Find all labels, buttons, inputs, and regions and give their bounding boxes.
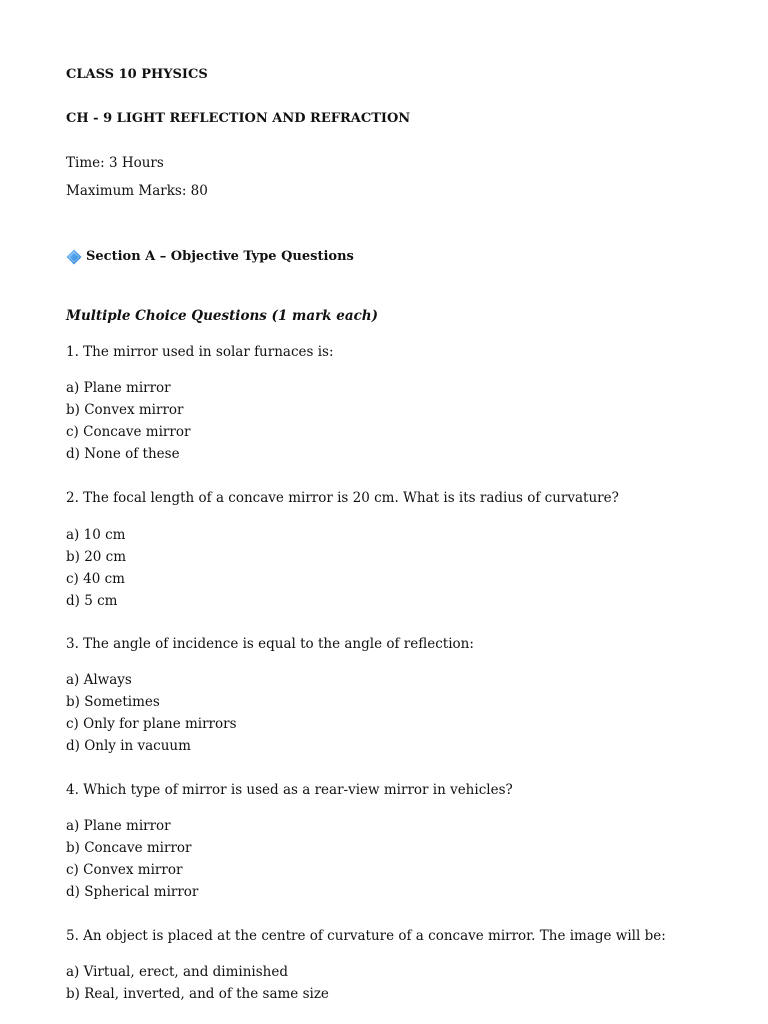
option-item: d) 5 cm bbox=[66, 593, 118, 609]
option-item: c) Only for plane mirrors bbox=[66, 716, 237, 732]
maximum-marks: Maximum Marks: 80 bbox=[66, 183, 208, 199]
option-item: d) Only in vacuum bbox=[66, 738, 191, 754]
mcq-subheading: Multiple Choice Questions (1 mark each) bbox=[66, 308, 378, 324]
question-text: 3. The angle of incidence is equal to the angle of reflection: bbox=[66, 636, 474, 652]
option-item: a) Plane mirror bbox=[66, 380, 171, 396]
question-text: 5. An object is placed at the centre of curvature of a concave mirror. The image will be: bbox=[66, 928, 666, 944]
section-a-title: Section A – Objective Type Questions bbox=[86, 249, 354, 264]
option-item: a) Plane mirror bbox=[66, 818, 171, 834]
option-item: b) Sometimes bbox=[66, 694, 160, 710]
chapter-title: CH - 9 LIGHT REFLECTION AND REFRACTION bbox=[66, 111, 411, 126]
option-item: a) 10 cm bbox=[66, 527, 126, 543]
exam-time: Time: 3 Hours bbox=[66, 155, 164, 171]
option-item: d) None of these bbox=[66, 446, 180, 462]
section-a-heading bbox=[66, 248, 354, 266]
option-item: a) Always bbox=[66, 672, 132, 688]
option-item: b) Real, inverted, and of the same size bbox=[66, 986, 329, 1002]
class-title: CLASS 10 PHYSICS bbox=[66, 67, 208, 82]
question-text: 2. The focal length of a concave mirror is 20 cm. What is its radius of curvature? bbox=[66, 490, 619, 506]
question-text: 1. The mirror used in solar furnaces is: bbox=[66, 344, 334, 360]
question-text: 4. Which type of mirror is used as a rear-view mirror in vehicles? bbox=[66, 782, 513, 798]
option-item: c) 40 cm bbox=[66, 571, 125, 587]
blue-diamond-icon bbox=[66, 249, 82, 265]
option-item: b) 20 cm bbox=[66, 549, 127, 565]
option-item: d) Spherical mirror bbox=[66, 884, 199, 900]
option-item: b) Convex mirror bbox=[66, 402, 184, 418]
option-item: a) Virtual, erect, and diminished bbox=[66, 964, 288, 980]
option-item: b) Concave mirror bbox=[66, 840, 192, 856]
option-item: c) Concave mirror bbox=[66, 424, 191, 440]
option-item: c) Convex mirror bbox=[66, 862, 183, 878]
